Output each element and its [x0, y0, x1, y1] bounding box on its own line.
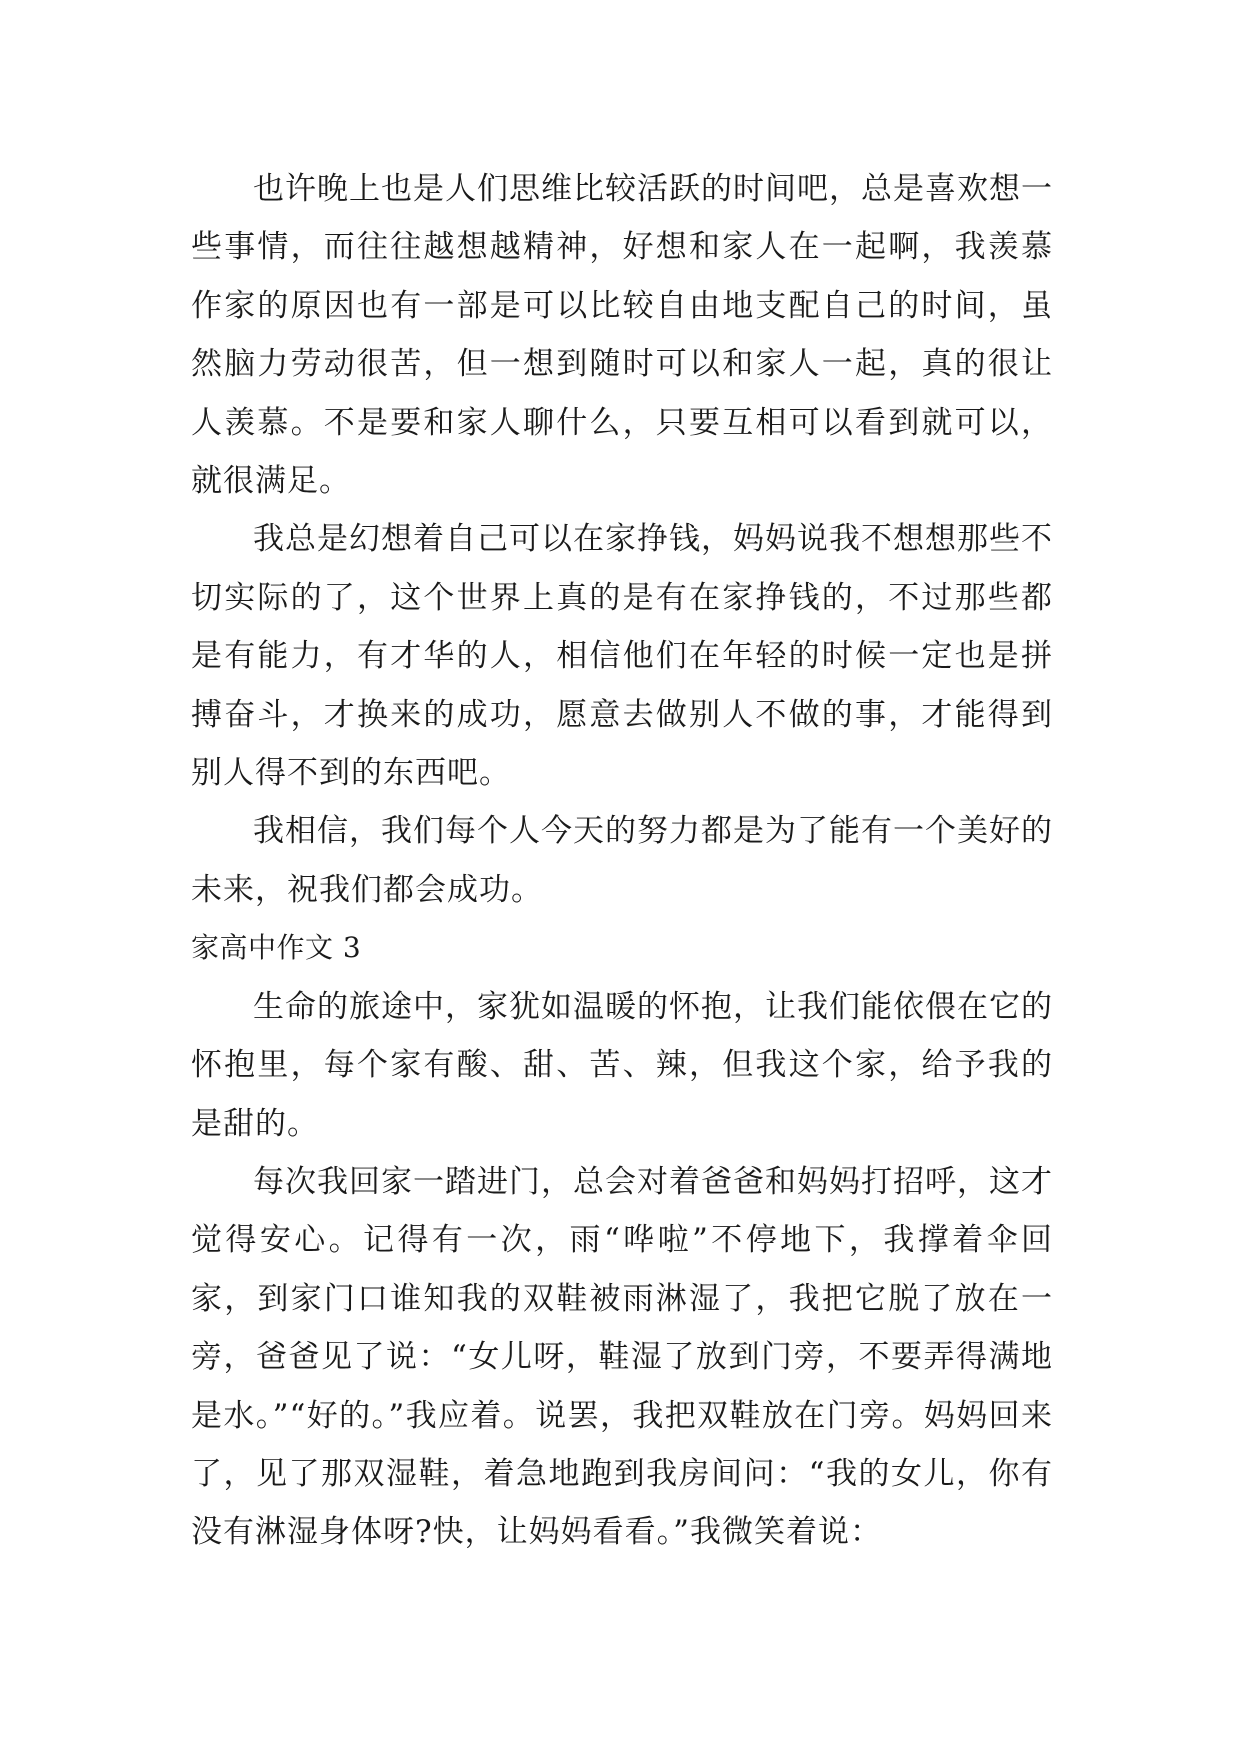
section-title: 家高中作文 3 [191, 931, 362, 965]
paragraph-evening-thoughts: 也许晚上也是人们思维比较活跃的时间吧，总是喜欢想一些事情，而往往越想越精神，好想和家人在一起啊，我羡慕作家的原因也有一部是可以比较自由地支配自己的时间，虽然脑力劳动很苦，但一想到随时可以和家人一起，真的很让人羡慕。不是要和家人聊什么，只要互相可以看到就可以，就很满足。 [191, 171, 1053, 500]
document-page [191, 160, 1053, 1562]
paragraph-journey-of-life: 生命的旅途中，家犹如温暖的怀抱，让我们能依偎在它的怀抱里，每个家有酸、甜、苦、辣，但我这个家，给予我的是甜的。 [191, 988, 1053, 1142]
paragraph-rainy-day: 每次我回家一踏进门，总会对着爸爸和妈妈打招呼，这才觉得安心。记得有一次，雨“哗啦”不停地下，我撑着伞回家，到家门口谁知我的双鞋被雨淋湿了，我把它脱了放在一旁，爸爸见了说：“女儿呀，鞋湿了放到门旁，不要弄得满地是水。”“好的。”我应着。说罢，我把双鞋放在门旁。妈妈回来了，见了那双湿鞋，着急地跑到我房间问：“我的女儿，你有没有淋湿身体呀?快，让妈妈看看。”我微笑着说： [191, 1163, 1053, 1551]
paragraph-earning-at-home: 我总是幻想着自己可以在家挣钱，妈妈说我不想想那些不切实际的了，这个世界上真的是有在家挣钱的，不过那些都是有能力，有才华的人，相信他们在年轻的时候一定也是拼搏奋斗，才换来的成功，愿意去做别人不做的事，才能得到别人得不到的东西吧。 [191, 521, 1053, 792]
paragraph-future-success: 我相信，我们每个人今天的努力都是为了能有一个美好的未来，祝我们都会成功。 [191, 813, 1053, 908]
